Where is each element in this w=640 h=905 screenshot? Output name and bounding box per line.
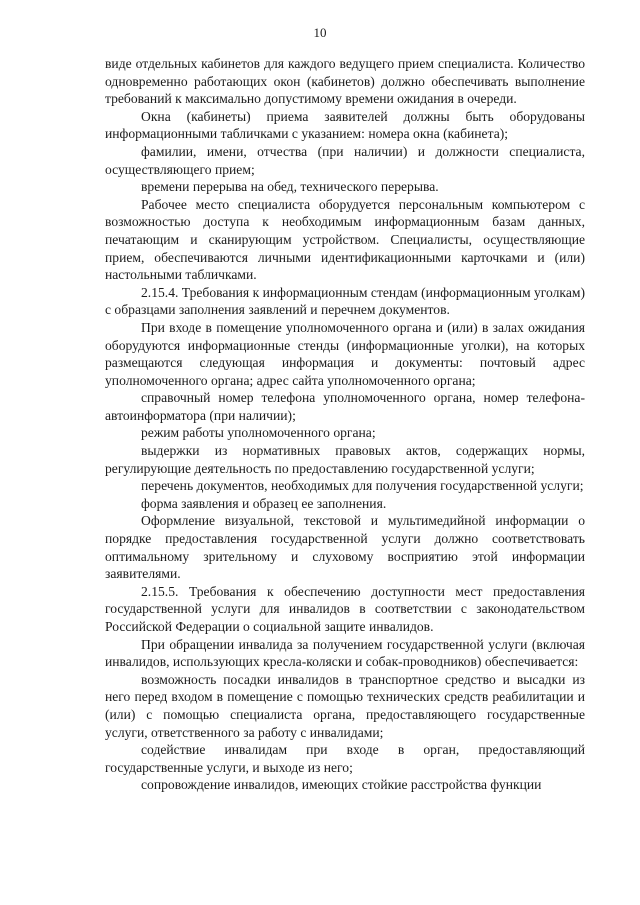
paragraph: При обращении инвалида за получением государственной услуги (включая инвалидов, использующих кресла-коляски и собак-проводников) обеспечивается: bbox=[105, 636, 585, 670]
paragraph: форма заявления и образец ее заполнения. bbox=[141, 495, 387, 511]
paragraph: При входе в помещение уполномоченного органа и (или) в залах ожидания оборудуются информационные стенды (информационные уголки), на которых размещаются следующая информация и документы: почтовый адрес уполномоченного органа; адрес сайта уполномоченного органа; bbox=[105, 319, 585, 388]
paragraph: Окна (кабинеты) приема заявителей должны быть оборудованы информационными табличками с указанием: номера окна (кабинета); bbox=[105, 108, 585, 142]
paragraph: Оформление визуальной, текстовой и мультимедийной информации о порядке предоставления государственной услуги должно соответствовать оптимальному зрительному и слуховому восприятию этой информации заявителями. bbox=[105, 513, 585, 582]
paragraph: виде отдельных кабинетов для каждого ведущего прием специалиста. Количество одновременно работающих окон (кабинетов) должно обеспечивать выполнение требований к максимально допустимому времени ожидания в очереди. bbox=[105, 56, 585, 107]
paragraph: возможность посадки инвалидов в транспортное средство и высадки из него перед входом в помещение с помощью технических средств реабилитации и (или) с помощью специалиста органа, предоставляющего государственные услуги, ответственного за работу с инвалидами; bbox=[105, 671, 585, 740]
paragraph: времени перерыва на обед, технического перерыва. bbox=[141, 179, 439, 195]
page-number: 10 bbox=[313, 25, 327, 40]
paragraph: содействие инвалидам при входе в орган, предоставляющий государственные услуги, и выходе из него; bbox=[105, 742, 585, 775]
paragraph: справочный номер телефона уполномоченного органа, номер телефона-автоинформатора (при наличии); bbox=[105, 390, 585, 423]
paragraph: выдержки из нормативных правовых актов, содержащих нормы, регулирующие деятельность по предоставлению государственной услуги; bbox=[105, 443, 585, 476]
paragraph: сопровождение инвалидов, имеющих стойкие расстройства функции bbox=[141, 777, 542, 793]
paragraph: 2.15.5. Требования к обеспечению доступности мест предоставления государственной услуги для инвалидов в соответствии с законодательством Российской Федерации о социальной защите инвалидов. bbox=[105, 583, 585, 634]
paragraph: фамилии, имени, отчества (при наличии) и должности специалиста, осуществляющего прием; bbox=[105, 143, 585, 177]
paragraph: Рабочее место специалиста оборудуется персональным компьютером с возможностью доступа к необходимым информационным базам данных, печатающим и сканирующим устройством. Специалисты, осуществляющие прием, обеспечиваются личными идентификационными карточками и (или) настольными табличками. bbox=[105, 196, 585, 283]
document-body bbox=[105, 55, 585, 794]
paragraph: режим работы уполномоченного органа; bbox=[141, 425, 376, 441]
paragraph: перечень документов, необходимых для получения государственной услуги; bbox=[141, 478, 584, 494]
paragraph: 2.15.4. Требования к информационным стендам (информационным уголкам) с образцами заполнения заявлений и перечнем документов. bbox=[105, 284, 585, 318]
